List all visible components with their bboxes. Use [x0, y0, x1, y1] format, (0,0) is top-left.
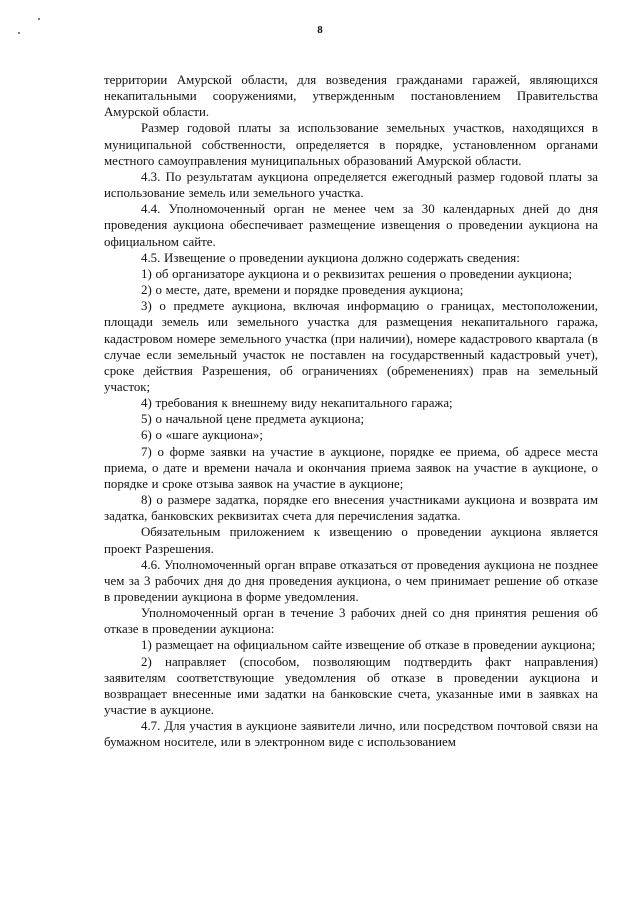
paragraph: 7) о форме заявки на участие в аукционе, порядке ее приема, об адресе места приема, о дате и времени начала и окончания приема заявок на участие в аукционе, о порядке и сроке отзыва заявок на участие в аукционе; — [104, 444, 598, 491]
scan-speck — [38, 18, 40, 20]
paragraph: 4.5. Извещение о проведении аукциона должно содержать сведения: — [141, 250, 520, 265]
paragraph: 5) о начальной цене предмета аукциона; — [141, 412, 365, 427]
paragraph: 1) об организаторе аукциона и о реквизитах решения о проведении аукциона; — [141, 266, 573, 281]
paragraph: 4) требования к внешнему виду некапитального гаража; — [141, 396, 453, 411]
paragraph: 8) о размере задатка, порядке его внесения участниками аукциона и возврата им задатка, банковских реквизитах счета для перечисления задатка. — [104, 493, 598, 524]
paragraph: 2) о месте, дате, времени и порядке проведения аукциона; — [141, 283, 464, 298]
paragraph: Уполномоченный орган в течение 3 рабочих дней со дня принятия решения об отказе в проведении аукциона: — [104, 606, 598, 637]
paragraph: 4.3. По результатам аукциона определяется ежегодный размер годовой платы за использование земель или земельного участка. — [104, 169, 598, 201]
paragraph: территории Амурской области, для возведения гражданами гаражей, являющихся некапитальными сооружениями, утвержденным постановлением Правительства Амурской области. — [104, 73, 598, 120]
paragraph: 6) о «шаге аукциона»; — [141, 428, 263, 443]
document-body — [104, 72, 598, 751]
paragraph: 4.7. Для участия в аукционе заявители лично, или посредством почтовой связи на бумажном носителе, или в электронном виде с использованием — [104, 719, 598, 750]
paragraph: 4.6. Уполномоченный орган вправе отказаться от проведения аукциона не позднее чем за 3 рабочих дня до дня проведения аукциона, о чем принимает решение об отказе в проведении аукциона в форме уведомления. — [104, 557, 598, 604]
paragraph: Обязательным приложением к извещению о проведении аукциона является проект Разрешения. — [104, 525, 598, 556]
paragraph: 3) о предмете аукциона, включая информацию о границах, местоположении, площади земель или земельного участка для размещения некапитального гаража, кадастровом номере земельного участка (при наличии), номере кадастрового квартала (в случае если земельный участок не поставлен на государственный кадастровый учет), сроке действия Разрешения, об ограничениях (обременениях) прав на земельный участок; — [104, 299, 598, 394]
paragraph: Размер годовой платы за использование земельных участков, находящихся в муниципальной собственности, определяется в порядке, установленном органами местного самоуправления муниципальных образований Амурской области. — [104, 121, 598, 168]
paragraph: 1) размещает на официальном сайте извещение об отказе в проведении аукциона; — [141, 638, 596, 653]
paragraph: 2) направляет (способом, позволяющим подтвердить факт направления) заявителям соответствующие уведомления об отказе в проведении аукциона и возвращает внесенные ими задатки на банковские счета, указанные ими в заявках на участие в аукционе. — [104, 654, 598, 718]
page-number: 8 — [317, 24, 323, 36]
paragraph: 4.4. Уполномоченный орган не менее чем за 30 календарных дней до дня проведения аукциона обеспечивает размещение извещения о проведении аукциона на официальном сайте. — [104, 202, 598, 249]
